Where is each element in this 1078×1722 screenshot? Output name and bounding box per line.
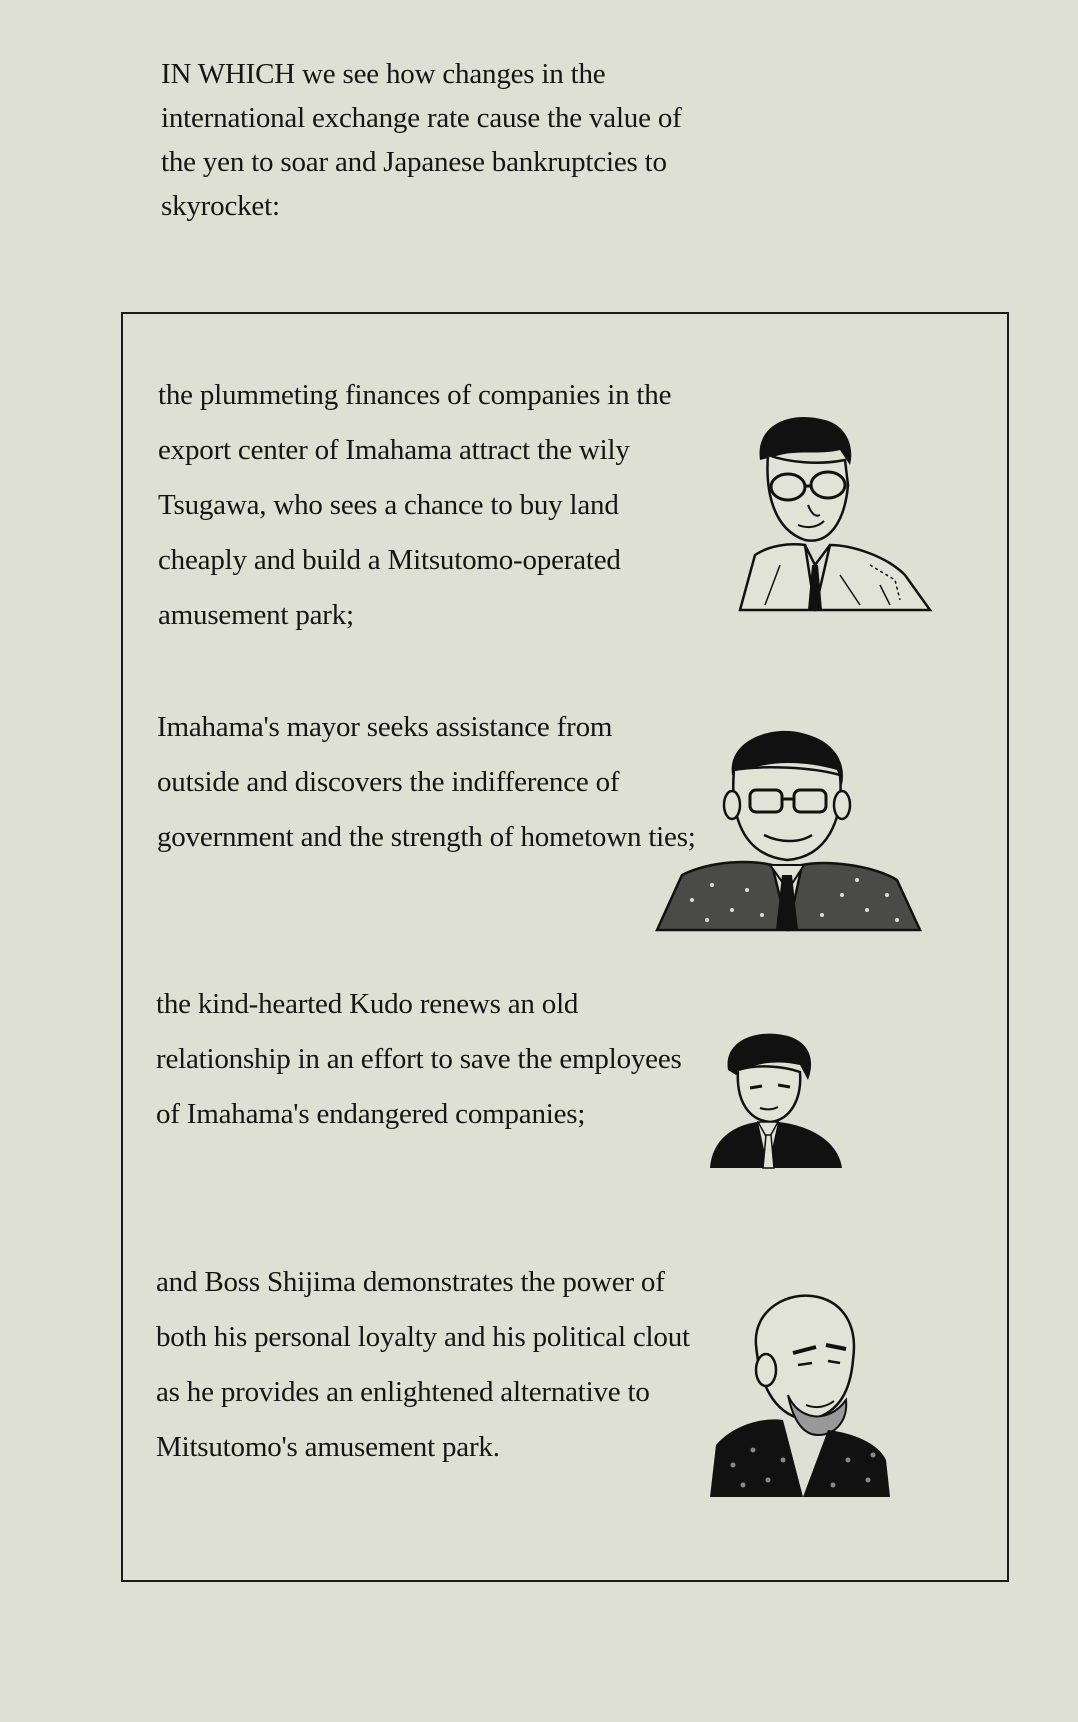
entry-tsugawa-text: the plummeting finances of companies in the export center of Imahama attract the wily Tsugawa, who sees a chance to buy land cheaply and build a Mitsutomo-operated amusement park; — [158, 379, 672, 631]
shijima-portrait — [708, 1285, 892, 1500]
kudo-portrait — [708, 1030, 844, 1170]
entry-kudo-text: the kind-hearted Kudo renews an old relationship in an effort to save the employees of Imahama's endangered companies; — [156, 988, 682, 1130]
tsugawa-portrait — [720, 405, 935, 615]
entry-mayor-text: Imahama's mayor seeks assistance from outside and discovers the indifference of government and the strength of hometown ties; — [157, 711, 696, 853]
mayor-portrait — [652, 725, 924, 935]
intro-paragraph: IN WHICH we see how changes in the international exchange rate cause the value of the yen to soar and Japanese bankruptcies to skyrocket: — [161, 58, 682, 222]
entry-shijima-text: and Boss Shijima demonstrates the power of both his personal loyalty and his political clout as he provides an enlightened alternative to Mitsutomo's amusement park. — [156, 1266, 690, 1463]
